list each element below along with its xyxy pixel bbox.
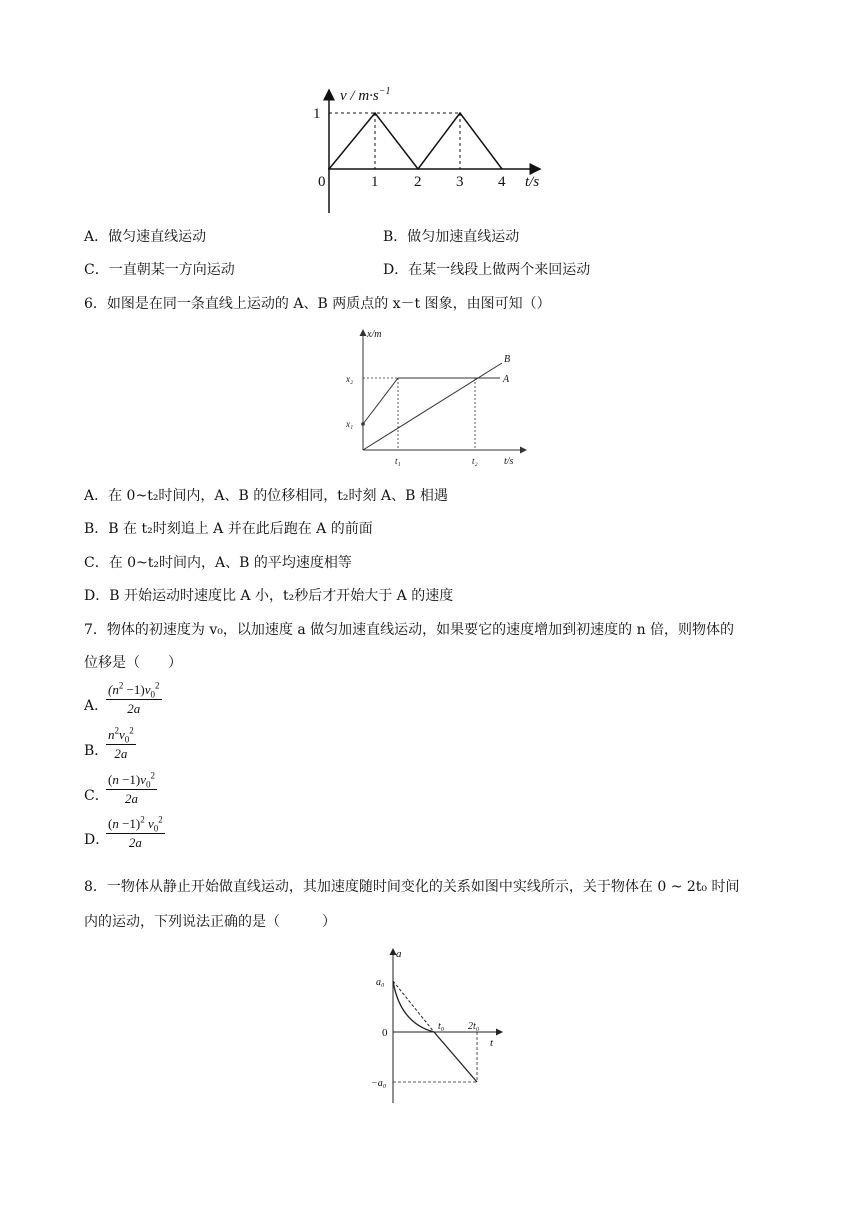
svg-text:t: t [490,1037,494,1049]
q7-option-b-formula: $\frac{n^2v_0^2}{2a}$ [108,725,134,761]
y-axis-label: $v / m\cdot s^{-1}$ [340,86,391,104]
q8-stem-line2: 内的运动，下列说法正确的是（ ） [84,914,336,930]
svg-text:2t₀: 2t₀ [468,1021,480,1032]
velocity-time-graph [300,80,560,220]
position-time-graph [340,325,530,470]
svg-text:t₀: t₀ [438,1021,445,1032]
velocity-curve [329,113,502,169]
q5-option-a: A．做匀速直线运动 [84,229,207,245]
q6-option-a: A．在 0~t₂时间内，A、B 的位移相同，t₂时刻 A、B 相遇 [84,488,448,504]
svg-text:−a₀: −a₀ [371,1078,387,1089]
x-tick-0: 0 [318,174,326,190]
svg-text:t/s: t/s [504,456,514,467]
x-axis-label: t/s [525,174,540,190]
svg-text:t₂: t₂ [472,456,478,466]
svg-text:x₁: x₁ [346,419,354,429]
svg-text:0: 0 [382,1027,388,1039]
x-tick-2: 2 [414,174,422,190]
q6-option-b: B．B 在 t₂时刻追上 A 并在此后跑在 A 的前面 [84,521,373,537]
q5-option-b: B．做匀加速直线运动 [383,229,520,245]
line-a [363,378,500,424]
x-tick-3: 3 [456,174,464,190]
q7-option-a-label: A． [84,698,109,714]
q5-option-d: D．在某一线段上做两个来回运动 [383,262,591,278]
svg-text:t₁: t₁ [395,456,401,466]
x-tick-1: 1 [371,174,379,190]
svg-text:B: B [504,354,511,365]
q7-option-b-label: B． [84,743,109,759]
svg-text:x₂: x₂ [346,374,354,384]
q7-option-c-label: C． [84,788,109,804]
svg-text:a: a [396,948,402,960]
q6-option-d: D．B 开始运动时速度比 A 小，t₂秒后才开始大于 A 的速度 [84,588,454,604]
q7-stem-line2: 位移是（ ） [84,655,182,671]
q7-option-d-label: D． [84,832,110,848]
q7-option-c-formula: $\frac{(n -1)v_0^2}{2a}$ [108,770,156,806]
acceleration-time-graph [360,945,510,1107]
svg-text:A: A [503,374,510,385]
q7-option-a-formula: $\frac{(n^2 -1)v_0^2}{2a}$ [108,680,160,716]
y-tick-1: 1 [313,106,321,122]
line-b [363,363,502,450]
q6-option-c: C．在 0~t₂时间内，A、B 的平均速度相等 [84,555,352,571]
q6-stem: 6．如图是在同一条直线上运动的 A、B 两质点的 x－t 图象，由图可知（） [84,296,551,312]
q5-option-c: C．一直朝某一方向运动 [84,262,235,278]
svg-text:a₀: a₀ [376,977,385,988]
x-tick-4: 4 [498,174,506,190]
svg-text:x/m: x/m [367,329,382,340]
q7-stem-line1: 7．物体的初速度为 v₀，以加速度 a 做匀加速直线运动，如果要它的速度增加到初速度的 n 倍，则物体的 [84,622,735,638]
q7-option-d-formula: $\frac{(n -1)^2 v_0^2}{2a}$ [108,814,163,850]
q8-stem-line1: 8．一物体从静止开始做直线运动，其加速度随时间变化的关系如图中实线所示，关于物体在 0 ~ 2t₀ 时间 [84,879,740,895]
